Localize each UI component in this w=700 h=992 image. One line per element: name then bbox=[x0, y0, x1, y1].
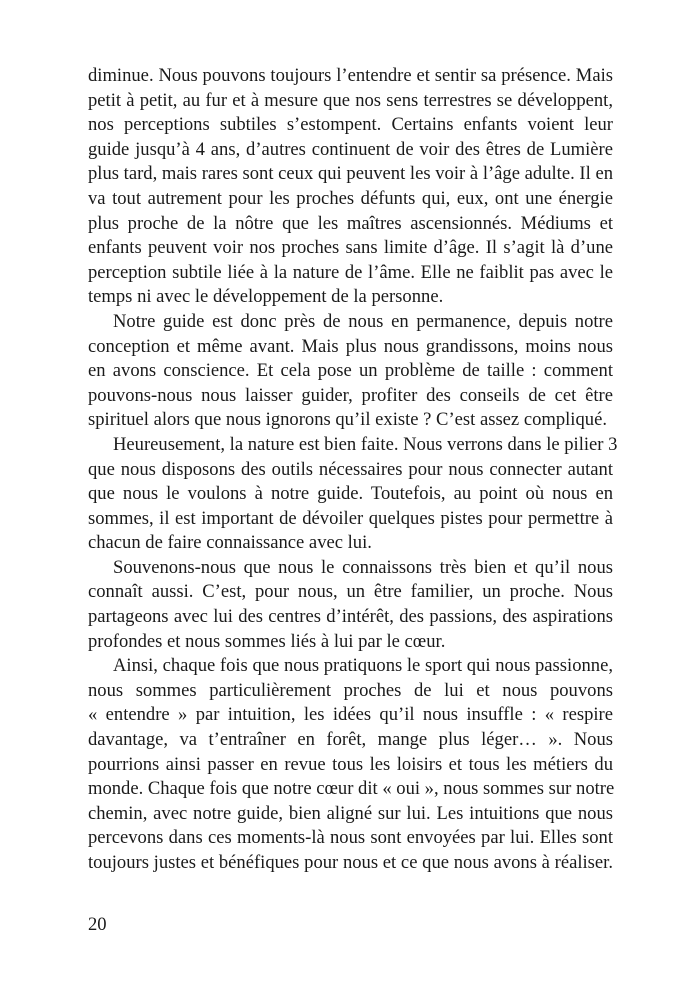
text-line: profondes et nous sommes liés à lui par le cœur. bbox=[88, 630, 446, 652]
text-line: que nous disposons des outils nécessaires pour nous connecter autant bbox=[88, 458, 613, 480]
text-line: enfants peuvent voir nos proches sans limite d’âge. Il s’agit là d’une bbox=[88, 237, 613, 259]
paragraph bbox=[88, 310, 613, 433]
text-line: connaît aussi. C’est, pour nous, un être familier, un proche. Nous bbox=[88, 581, 613, 603]
text-line: sommes, il est important de dévoiler quelques pistes pour permettre à bbox=[88, 507, 613, 529]
page-number: 20 bbox=[88, 914, 107, 935]
text-line: guide jusqu’à 4 ans, d’autres continuent de voir des êtres de Lumière bbox=[88, 138, 613, 160]
text-line: plus proche de la nôtre que les maîtres ascensionnés. Médiums et bbox=[88, 212, 613, 234]
text-line: pouvons-nous nous laisser guider, profiter des conseils de cet être bbox=[88, 384, 613, 406]
paragraph bbox=[88, 556, 613, 654]
text-line: plus tard, mais rares sont ceux qui peuvent les voir à l’âge adulte. Il en bbox=[88, 163, 613, 185]
text-line: perception subtile liée à la nature de l’âme. Elle ne faiblit pas avec le bbox=[88, 261, 613, 283]
text-line: nos perceptions subtiles s’estompent. Certains enfants voient leur bbox=[88, 114, 613, 136]
text-line: chemin, avec notre guide, bien aligné sur lui. Les intuitions que nous bbox=[88, 802, 613, 824]
text-line: spirituel alors que nous ignorons qu’il existe ? C’est assez compliqué. bbox=[88, 409, 607, 431]
text-line: partageons avec lui des centres d’intérêt, des passions, des aspirations bbox=[88, 606, 613, 628]
text-line: monde. Chaque fois que notre cœur dit « oui », nous sommes sur notre bbox=[88, 778, 615, 800]
text-line: en avons conscience. Et cela pose un problème de taille : comment bbox=[88, 360, 613, 382]
text-line: Ainsi, chaque fois que nous pratiquons le sport qui nous passionne, bbox=[113, 655, 613, 677]
text-line: petit à petit, au fur et à mesure que nos sens terrestres se développent, bbox=[88, 89, 613, 111]
text-line: nous sommes particulièrement proches de lui et nous pouvons bbox=[88, 679, 613, 701]
text-line: temps ni avec le développement de la personne. bbox=[88, 286, 444, 308]
text-line: Souvenons-nous que nous le connaissons très bien et qu’il nous bbox=[113, 556, 613, 578]
paragraph bbox=[88, 654, 613, 875]
text-line: toujours justes et bénéfiques pour nous et ce que nous avons à réaliser. bbox=[88, 852, 613, 873]
text-line: Heureusement, la nature est bien faite. Nous verrons dans le pilier 3 bbox=[113, 433, 618, 455]
page-body-text bbox=[88, 64, 618, 876]
paragraph bbox=[88, 433, 618, 556]
text-line: Notre guide est donc près de nous en permanence, depuis notre bbox=[113, 310, 613, 332]
text-line: conception et même avant. Mais plus nous grandissons, moins nous bbox=[88, 335, 613, 357]
text-line: « entendre » par intuition, les idées qu’il nous insuffle : « respire bbox=[88, 704, 613, 726]
text-line: percevons dans ces moments-là nous sont envoyées par lui. Elles sont bbox=[88, 827, 613, 849]
text-line: que nous le voulons à notre guide. Toutefois, au point où nous en bbox=[88, 483, 613, 505]
paragraph bbox=[88, 64, 613, 310]
text-line: davantage, va t’entraîner en forêt, mange plus léger… ». Nous bbox=[88, 729, 613, 751]
text-line: pourrions ainsi passer en revue tous les loisirs et tous les métiers du bbox=[88, 753, 613, 775]
text-line: chacun de faire connaissance avec lui. bbox=[88, 532, 372, 554]
text-line: va tout autrement pour les proches défunts qui, eux, ont une énergie bbox=[88, 187, 613, 209]
text-line: diminue. Nous pouvons toujours l’entendre et sentir sa présence. Mais bbox=[88, 65, 613, 86]
